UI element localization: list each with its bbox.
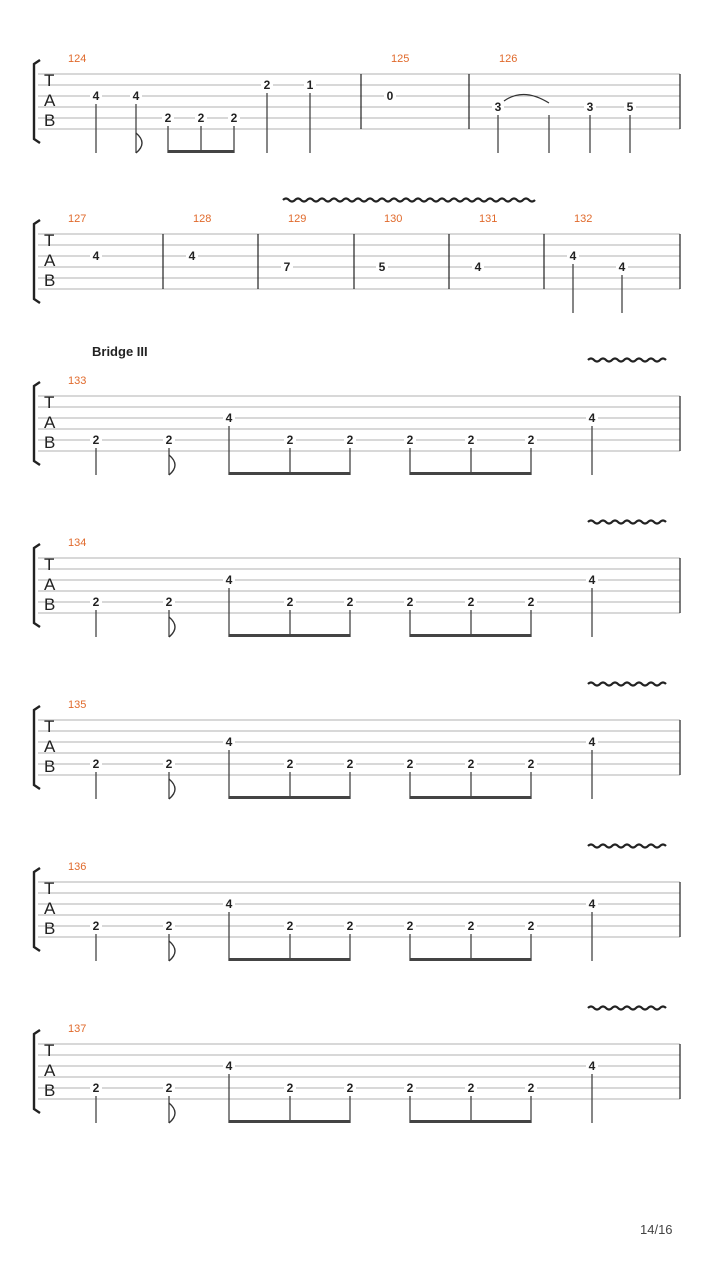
- beam: [410, 634, 531, 637]
- eighth-flag: [169, 941, 175, 961]
- fret-number: 5: [626, 100, 634, 114]
- fret-number: 2: [406, 919, 414, 933]
- fret-number: 1: [306, 78, 314, 92]
- measure-number: 134: [68, 537, 87, 549]
- tab-clef-letter: A: [44, 575, 56, 594]
- fret-number: 2: [346, 595, 354, 609]
- measure-number: 129: [288, 213, 307, 225]
- tab-clef-letter: T: [44, 393, 55, 412]
- system-bracket: [34, 706, 40, 789]
- beam: [229, 472, 350, 475]
- fret-number: 2: [92, 595, 100, 609]
- fret-number: 4: [588, 411, 596, 425]
- fret-number: 2: [165, 1081, 173, 1095]
- fret-number: 2: [165, 595, 173, 609]
- tab-clef-letter: B: [44, 111, 56, 130]
- fret-number: 2: [92, 433, 100, 447]
- fret-number: 2: [92, 757, 100, 771]
- fret-number: 4: [618, 260, 626, 274]
- fret-number: 2: [406, 1081, 414, 1095]
- page-number: 14/16: [640, 1222, 673, 1237]
- measure-number: 132: [574, 213, 593, 225]
- measure-number: 126: [499, 53, 518, 65]
- tab-clef-letter: T: [44, 71, 55, 90]
- system-bracket: [34, 60, 40, 143]
- vibrato-mark: [588, 359, 666, 362]
- tab-clef-letter: A: [44, 737, 56, 756]
- fret-number: 2: [164, 111, 172, 125]
- fret-number: 2: [263, 78, 271, 92]
- fret-number: 2: [286, 757, 294, 771]
- measure-number: 125: [391, 53, 410, 65]
- eighth-flag: [169, 455, 175, 475]
- fret-number: 4: [92, 89, 100, 103]
- vibrato-mark: [588, 521, 666, 524]
- eighth-flag: [136, 133, 142, 153]
- fret-number: 2: [165, 919, 173, 933]
- vibrato-mark: [283, 199, 535, 202]
- measure-number: 128: [193, 213, 212, 225]
- measure-number: 136: [68, 861, 87, 873]
- fret-number: 2: [286, 433, 294, 447]
- fret-number: 3: [586, 100, 594, 114]
- fret-number: 4: [588, 573, 596, 587]
- fret-number: 2: [346, 919, 354, 933]
- beam: [229, 634, 350, 637]
- measure-number: 130: [384, 213, 403, 225]
- measure-number: 135: [68, 699, 87, 711]
- fret-number: 0: [386, 89, 394, 103]
- fret-number: 4: [225, 897, 233, 911]
- fret-number: 2: [467, 1081, 475, 1095]
- tab-clef-letter: A: [44, 413, 56, 432]
- eighth-flag: [169, 617, 175, 637]
- fret-number: 2: [346, 1081, 354, 1095]
- fret-number: 2: [286, 919, 294, 933]
- fret-number: 2: [286, 1081, 294, 1095]
- fret-number: 2: [406, 595, 414, 609]
- measure-number: 137: [68, 1023, 87, 1035]
- fret-number: 2: [527, 595, 535, 609]
- tab-clef-letter: T: [44, 717, 55, 736]
- vibrato-mark: [588, 845, 666, 848]
- fret-number: 4: [132, 89, 140, 103]
- fret-number: 2: [467, 757, 475, 771]
- fret-number: 4: [569, 249, 577, 263]
- section-label: Bridge III: [92, 344, 148, 359]
- fret-number: 2: [286, 595, 294, 609]
- tab-clef-letter: T: [44, 555, 55, 574]
- tab-clef-letter: T: [44, 231, 55, 250]
- fret-number: 2: [92, 919, 100, 933]
- fret-number: 4: [588, 897, 596, 911]
- fret-number: 2: [346, 433, 354, 447]
- fret-number: 4: [588, 735, 596, 749]
- beam: [410, 796, 531, 799]
- system-bracket: [34, 1030, 40, 1113]
- measure-number: 127: [68, 213, 87, 225]
- tab-clef-letter: B: [44, 433, 56, 452]
- vibrato-mark: [588, 1007, 666, 1010]
- fret-number: 5: [378, 260, 386, 274]
- tab-clef-letter: B: [44, 271, 56, 290]
- fret-number: 2: [230, 111, 238, 125]
- beam: [410, 958, 531, 961]
- fret-number: 4: [225, 1059, 233, 1073]
- tab-clef-letter: B: [44, 757, 56, 776]
- fret-number: 4: [588, 1059, 596, 1073]
- tab-clef-letter: T: [44, 879, 55, 898]
- beam: [410, 1120, 531, 1123]
- fret-number: 3: [494, 100, 502, 114]
- fret-number: 2: [165, 433, 173, 447]
- fret-number: 2: [406, 757, 414, 771]
- eighth-flag: [169, 1103, 175, 1123]
- fret-number: 4: [188, 249, 196, 263]
- system-bracket: [34, 220, 40, 303]
- fret-number: 2: [197, 111, 205, 125]
- fret-number: 2: [346, 757, 354, 771]
- vibrato-mark: [588, 683, 666, 686]
- beam: [229, 1120, 350, 1123]
- beam: [229, 796, 350, 799]
- tab-clef-letter: B: [44, 595, 56, 614]
- beam: [410, 472, 531, 475]
- fret-number: 2: [406, 433, 414, 447]
- measure-number: 133: [68, 375, 87, 387]
- beam: [229, 958, 350, 961]
- system-bracket: [34, 544, 40, 627]
- fret-number: 2: [467, 595, 475, 609]
- fret-number: 4: [225, 573, 233, 587]
- beam: [168, 150, 234, 153]
- fret-number: 2: [467, 433, 475, 447]
- fret-number: 2: [527, 433, 535, 447]
- fret-number: 2: [467, 919, 475, 933]
- measure-number: 124: [68, 53, 87, 65]
- system-bracket: [34, 868, 40, 951]
- fret-number: 2: [527, 919, 535, 933]
- fret-number: 2: [165, 757, 173, 771]
- fret-number: 2: [527, 1081, 535, 1095]
- fret-number: 4: [92, 249, 100, 263]
- fret-number: 4: [474, 260, 482, 274]
- fret-number: 4: [225, 735, 233, 749]
- system-bracket: [34, 382, 40, 465]
- tab-clef-letter: A: [44, 91, 56, 110]
- eighth-flag: [169, 779, 175, 799]
- measure-number: 131: [479, 213, 498, 225]
- fret-number: 2: [527, 757, 535, 771]
- fret-number: 4: [225, 411, 233, 425]
- tab-clef-letter: T: [44, 1041, 55, 1060]
- fret-number: 7: [283, 260, 291, 274]
- tab-clef-letter: B: [44, 919, 56, 938]
- fret-number: 2: [92, 1081, 100, 1095]
- tab-clef-letter: A: [44, 899, 56, 918]
- tab-clef-letter: A: [44, 251, 56, 270]
- tab-clef-letter: B: [44, 1081, 56, 1100]
- tab-clef-letter: A: [44, 1061, 56, 1080]
